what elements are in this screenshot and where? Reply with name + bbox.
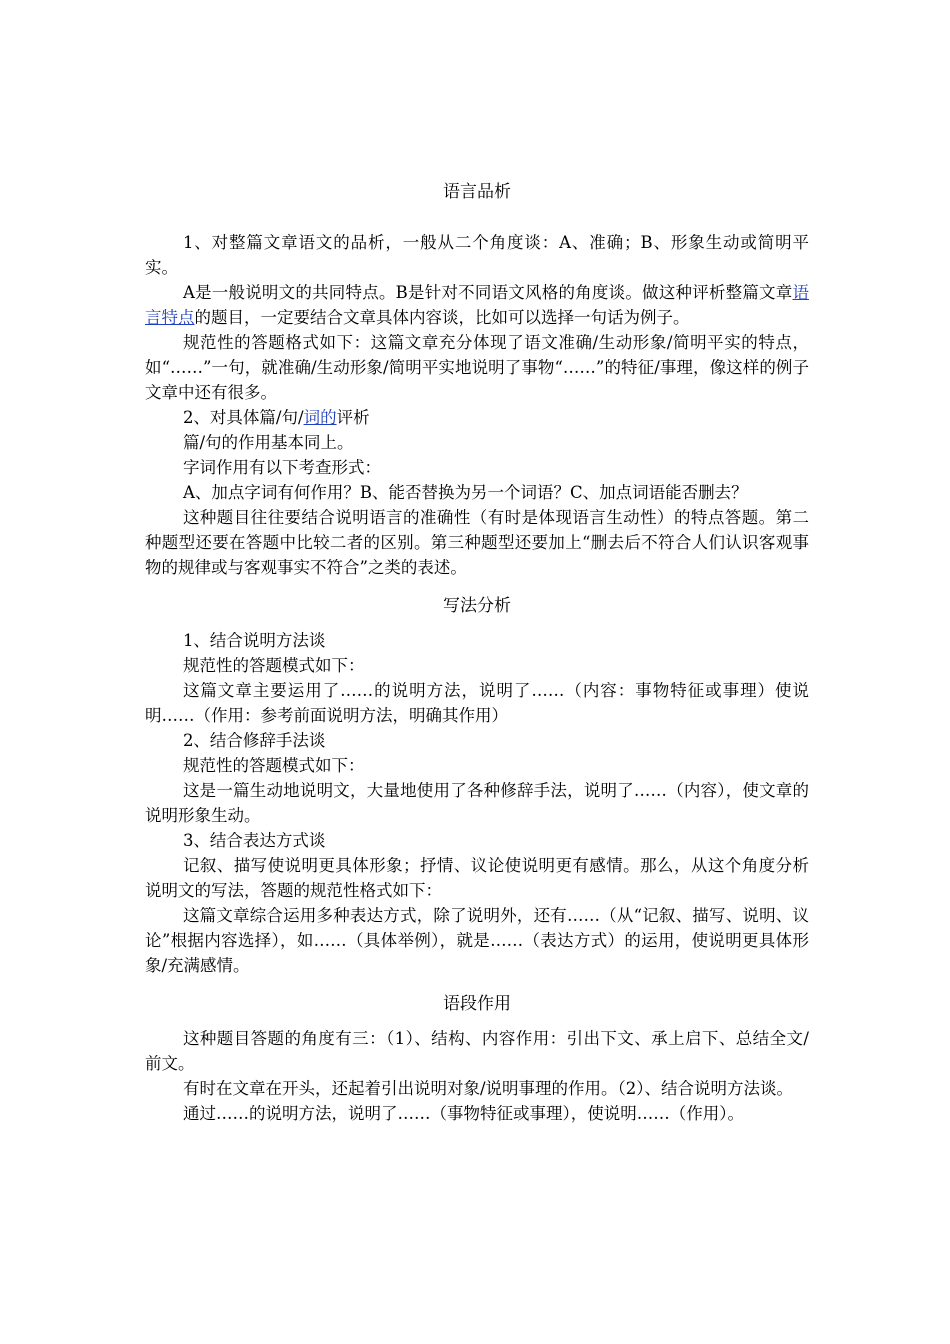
paragraph: 1、结合说明方法谈 (182, 631, 326, 650)
paragraph (145, 280, 809, 330)
paragraph: 2、结合修辞手法谈 (182, 731, 326, 750)
paragraph-text: 的题目，一定要结合文章具体内容谈，比如可以选择一句话为例子。 (194, 308, 690, 327)
paragraph: 这篇文章主要运用了……的说明方法，说明了……（内容：事物特征或事理）使说明……（作用：参考前面说明方法，明确其作用） (145, 681, 809, 725)
language-features-link[interactable]: 语言特点 (145, 283, 809, 327)
paragraph-text: A是一般说明文的共同特点。B是针对不同语文风格的角度谈。做这种评析整篇文章 (182, 283, 793, 302)
document-body (145, 176, 809, 1126)
paragraph: 这种题目答题的角度有三：（1）、结构、内容作用：引出下文、承上启下、总结全文/前文。 (145, 1029, 809, 1073)
paragraph: 规范性的答题格式如下：这篇文章充分体现了语文准确/生动形象/简明平实的特点，如“……”一句，就准确/生动形象/简明平实地说明了事物“……”的特征/事理，像这样的例子文章中还有很多。 (145, 333, 809, 402)
paragraph: A、加点字词有何作用？B、能否替换为另一个词语？C、加点词语能否删去？ (182, 483, 748, 502)
paragraph: 记叙、描写使说明更具体形象；抒情、议论使说明更有感情。那么，从这个角度分析说明文的写法，答题的规范性格式如下： (145, 856, 809, 900)
paragraph: 这篇文章综合运用多种表达方式，除了说明外，还有……（从“记叙、描写、说明、议论”根据内容选择），如……（具体举例），就是……（表达方式）的运用，使说明更具体形象/充满感情。 (145, 906, 809, 975)
paragraph: 3、结合表达方式谈 (182, 831, 326, 850)
words-link[interactable]: 词的 (303, 408, 337, 427)
paragraph: 字词作用有以下考查形式： (182, 458, 381, 477)
section-heading-paragraph-function: 语段作用 (443, 994, 511, 1014)
paragraph-text: 2、对具体篇/句/ (182, 408, 304, 427)
paragraph: 通过……的说明方法，说明了……（事物特征或事理），使说明……（作用）。 (182, 1104, 744, 1123)
paragraph: 1、对整篇文章语文的品析，一般从二个角度谈：A、准确；B、形象生动或简明平实。 (145, 233, 809, 277)
paragraph-text: 评析 (336, 408, 370, 427)
section-heading-language: 语言品析 (443, 182, 511, 202)
paragraph: 规范性的答题模式如下： (182, 656, 365, 675)
paragraph: 这种题目往往要结合说明语言的准确性（有时是体现语言生动性）的特点答题。第二种题型还要在答题中比较二者的区别。第三种题型还要加上“删去后不符合人们认识客观事物的规律或与客观事实不符合”之类的表述。 (145, 508, 809, 577)
section-heading-writing: 写法分析 (443, 596, 511, 616)
paragraph: 规范性的答题模式如下： (182, 756, 365, 775)
paragraph: 篇/句的作用基本同上。 (182, 433, 354, 452)
paragraph: 这是一篇生动地说明文，大量地使用了各种修辞手法，说明了……（内容），使文章的说明形象生动。 (145, 781, 809, 825)
paragraph: 有时在文章在开头，还起着引出说明对象/说明事理的作用。（2）、结合说明方法谈。 (182, 1079, 793, 1098)
paragraph (145, 405, 809, 430)
